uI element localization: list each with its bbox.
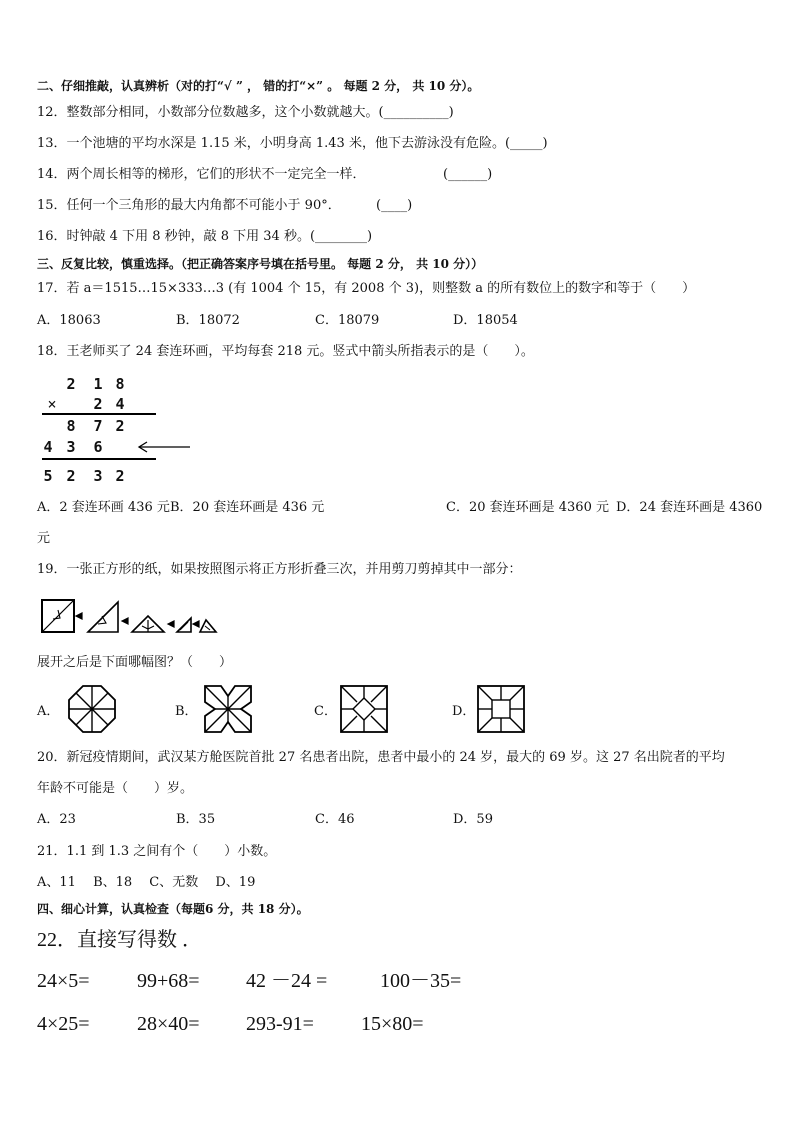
question-14: 14．两个周长相等的梯形，它们的形状不一定完全一样．: [37, 167, 366, 182]
question-14-blank: (______): [443, 167, 493, 182]
calc-item: 100－35=: [380, 970, 462, 992]
question-21: 21．1.1 到 1.3 之间有个（ ）小数。: [37, 844, 277, 859]
calc-digit: 8: [115, 375, 125, 393]
question-19: 19．一张正方形的纸，如果按照图示将正方形折叠三次，并用剪刀剪掉其中一部分：: [37, 562, 522, 577]
q20-option-c: C．46: [315, 812, 355, 827]
q17-option-d: D．18054: [453, 313, 518, 328]
q19-option-a: A．: [37, 704, 60, 719]
q17-option-b: B．18072: [176, 313, 240, 328]
calc-digit: 4: [43, 438, 53, 456]
calc-rule: [42, 413, 156, 415]
q18-option-a: A．2 套连环画 436 元: [37, 500, 170, 515]
calc-digit: 4: [115, 395, 125, 413]
square-diamond-figure-icon: [339, 684, 389, 734]
question-13: 13．一个池塘的平均水深是 1.15 米，小明身高 1.43 米，他下去游泳没有危险。(_____): [37, 136, 548, 151]
calc-digit: 2: [66, 375, 76, 393]
question-15-blank: (____): [376, 198, 413, 213]
paper-folding-sequence: [40, 596, 218, 636]
q17-option-c: C．18079: [315, 313, 380, 328]
calc-item: 99+68=: [137, 970, 200, 992]
section-2-heading: 二、仔细推敲，认真辨析（对的打“√ ” ， 错的打“×” 。 每题 2 分， 共 10 分）。: [37, 79, 480, 93]
calc-digit: 3: [93, 467, 103, 485]
q18-option-c: C．20 套连环画是 4360 元: [446, 500, 609, 515]
q18-option-b: B．20 套连环画是 436 元: [170, 500, 325, 515]
q18-option-d-wrap: 元: [37, 531, 51, 546]
question-20-cont: 年龄不可能是（ ）岁。: [37, 781, 194, 796]
q21-options: A、11 B、18 C、无数 D、19: [37, 875, 256, 890]
q19-option-b: B．: [175, 704, 198, 719]
calc-digit: 7: [93, 417, 103, 435]
question-18: 18．王老师买了 24 套连环画，平均每套 218 元。竖式中箭头所指表示的是（ ）。: [37, 344, 534, 359]
q18-option-d: D．24 套连环画是 4360: [616, 500, 763, 515]
calc-digit: 8: [66, 417, 76, 435]
calc-digit: 2: [115, 417, 125, 435]
question-17: 17．若 a＝1515…15×333…3 (有 1004 个 15，有 2008 个 3)，则整数 a 的所有数位上的数字和等于（ ）: [37, 281, 696, 296]
calc-digit: 6: [93, 438, 103, 456]
section-3-heading: 三、反复比较，慎重选择。（把正确答案序号填在括号里。 每题 2 分， 共 10 分））: [37, 257, 484, 271]
calc-item: 28×40=: [137, 1013, 200, 1035]
question-22: 22．直接写得数 ．: [37, 929, 202, 951]
question-19-ask: 展开之后是下面哪幅图？（ ）: [37, 655, 233, 670]
calc-item: 293-91=: [246, 1013, 314, 1035]
calc-rule: [42, 458, 156, 460]
calc-item: 15×80=: [361, 1013, 424, 1035]
q19-option-c: C．: [314, 704, 337, 719]
question-16: 16．时钟敲 4 下用 8 秒钟，敲 8 下用 34 秒。(________): [37, 229, 373, 244]
cross-shape-figure-icon: [203, 684, 253, 734]
calc-digit: 1: [93, 375, 103, 393]
calc-item: 42 －24 =: [246, 970, 328, 992]
q20-option-b: B．35: [176, 812, 216, 827]
question-12: 12．整数部分相同，小数部分位数越多，这个小数就越大。(__________): [37, 105, 454, 120]
section-4-heading: 四、细心计算，认真检查（每题6 分，共 18 分）。: [37, 902, 309, 916]
calc-digit: 2: [115, 467, 125, 485]
calc-digit: 2: [93, 395, 103, 413]
times-sign: ×: [47, 395, 57, 413]
question-15: 15．任何一个三角形的最大内角都不可能小于 90°．: [37, 198, 341, 213]
q20-option-a: A．23: [37, 812, 76, 827]
calc-item: 4×25=: [37, 1013, 90, 1035]
square-square-figure-icon: [476, 684, 526, 734]
calc-digit: 2: [66, 467, 76, 485]
calc-digit: 3: [66, 438, 76, 456]
q20-option-d: D．59: [453, 812, 493, 827]
octagon-figure-icon: [67, 684, 117, 734]
calc-item: 24×5=: [37, 970, 90, 992]
calc-digit: 5: [43, 467, 53, 485]
q17-option-a: A．18063: [37, 313, 101, 328]
arrow-left-icon: [136, 440, 192, 454]
question-20: 20．新冠疫情期间，武汉某方舱医院首批 27 名患者出院，患者中最小的 24 岁，最大的 69 岁。这 27 名出院者的平均: [37, 750, 725, 765]
q19-option-d: D．: [452, 704, 476, 719]
